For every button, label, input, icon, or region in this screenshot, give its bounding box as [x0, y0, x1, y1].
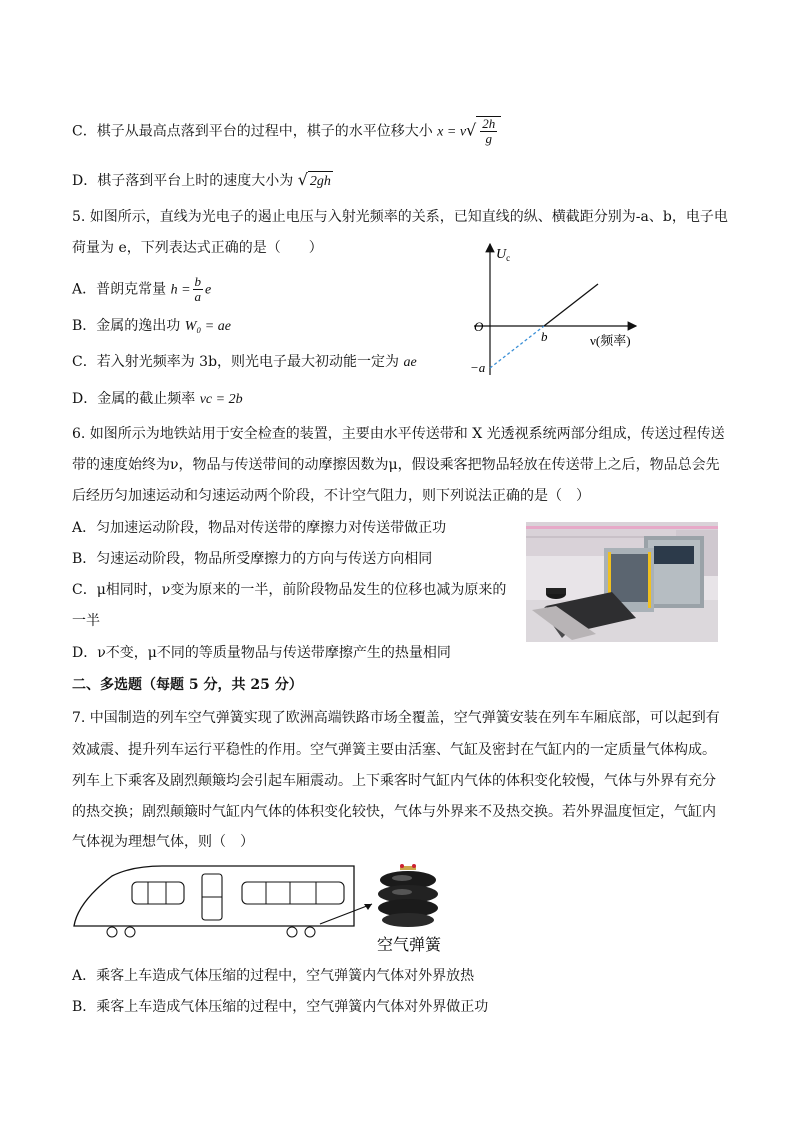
q5-option-c [72, 352, 417, 373]
q6-stem-line1: 6. 如图所示为地铁站用于安全检查的装置，主要由水平传送带和 X 光透视系统两部分组成，传送过程传送 [72, 426, 725, 442]
y-axis-label: $U_c$ [496, 247, 511, 263]
q6-stem-line3: 后经历匀加速运动和匀速运动两个阶段，不计空气阻力，则下列说法正确的是（ ） [72, 488, 590, 504]
q4-option-c-lhs: x = v [437, 124, 467, 140]
q4-option-c-text: C．棋子从最高点落到平台的过程中，棋子的水平位移大小 [72, 123, 433, 140]
air-spring-caption: 空气弹簧 [377, 937, 442, 954]
q7-option-a: A．乘客上车造成气体压缩的过程中，空气弹簧内气体对外界放热 [72, 968, 475, 984]
q5-option-c-formula: ae [403, 355, 417, 370]
q5-option-a-lhs: h = [170, 282, 191, 298]
train-air-spring-figure [72, 862, 472, 962]
neg-a-label: −a [470, 360, 486, 375]
q4-option-d-text: D．棋子落到平台上时的速度大小为 [72, 173, 294, 189]
sqrt-symbol: √ [466, 120, 477, 140]
q6-option-d: D．ν不变，μ不同的等质量物品与传送带摩擦产生的热量相同 [72, 645, 451, 661]
x-axis-label: ν(频率) [590, 333, 631, 348]
q5-stem-line1: 5. 如图所示，直线为光电子的遏止电压与入射光频率的关系，已知直线的纵、横截距分别为-a、b，电子电 [72, 209, 728, 225]
xray-scanner-photo [526, 522, 718, 642]
q4-option-d [72, 170, 333, 192]
q7-stem-line2: 效减震、提升列车运行平稳性的作用。空气弹簧主要由活塞、气缸及密封在气缸内的一定质量气体构成。 [72, 742, 716, 758]
q6-option-c-line1: C．μ相同时，ν变为原来的一半，前阶段物品发生的位移也减为原来的 [72, 582, 507, 598]
q5-option-a-num: b [194, 274, 202, 289]
q5-option-a-tail: e [205, 282, 212, 298]
q5-option-d [72, 389, 243, 410]
sqrt-symbol: √ [297, 170, 308, 189]
uc-line [544, 284, 598, 326]
q6-stem-line2: 带的速度始终为ν，物品与传送带间的动摩擦因数为μ，假设乘客把物品轻放在传送带上之后，物品总会先 [72, 457, 720, 473]
q7-stem-line3: 列车上下乘客及剧烈颠簸均会引起车厢震动。上下乘客时气缸内气体的体积变化较慢，气体与外界有充分 [72, 773, 716, 789]
q5-uc-nu-graph [462, 240, 652, 380]
section2-title: 二、多选题（每题 5 分，共 25 分） [72, 677, 303, 693]
q5-option-a-den: a [194, 289, 202, 304]
q7-stem-line4: 的热交换；剧烈颠簸时气缸内气体的体积变化较快，气体与外界来不及热交换。若外界温度恒定，气缸内 [72, 804, 716, 820]
train-body [74, 866, 354, 926]
q6-option-a: A．匀加速运动阶段，物品对传送带的摩擦力对传送带做正功 [72, 520, 447, 536]
q7-stem-line5: 气体视为理想气体，则（ ） [72, 834, 254, 850]
q5-stem-line2: 荷量为 e，下列表达式正确的是（ ） [72, 240, 323, 256]
q5-option-b [72, 316, 231, 337]
q5-option-c-text: C．若入射光频率为 3b，则光电子最大初动能一定为 [72, 354, 400, 370]
q7-stem-line1: 7. 中国制造的列车空气弹簧实现了欧洲高端铁路市场全覆盖，空气弹簧安装在列车车厢底部，可以起到有 [72, 710, 720, 726]
dashed-extension [490, 326, 544, 368]
q5-option-b-formula: W₀ = ae [184, 319, 231, 334]
q4-option-c-den: g [485, 131, 492, 146]
q5-option-d-formula: νc = 2b [199, 392, 243, 407]
q5-option-d-text: D．金属的截止频率 [72, 391, 196, 407]
q4-option-c [72, 116, 501, 146]
q6-option-c-line2: 一半 [72, 613, 100, 629]
q5-option-a [72, 275, 211, 304]
q6-option-b: B．匀速运动阶段，物品所受摩擦力的方向与传送方向相同 [72, 551, 433, 567]
q5-option-b-text: B．金属的逸出功 [72, 318, 181, 334]
q4-option-d-formula: 2gh [308, 171, 333, 192]
b-label: b [541, 329, 548, 344]
q4-option-c-num: 2h [482, 116, 496, 131]
q7-option-b: B．乘客上车造成气体压缩的过程中，空气弹簧内气体对外界做正功 [72, 999, 489, 1015]
origin-label: O [474, 319, 484, 334]
air-spring-icon [378, 864, 438, 927]
q5-option-a-text: A．普朗克常量 [72, 281, 167, 298]
